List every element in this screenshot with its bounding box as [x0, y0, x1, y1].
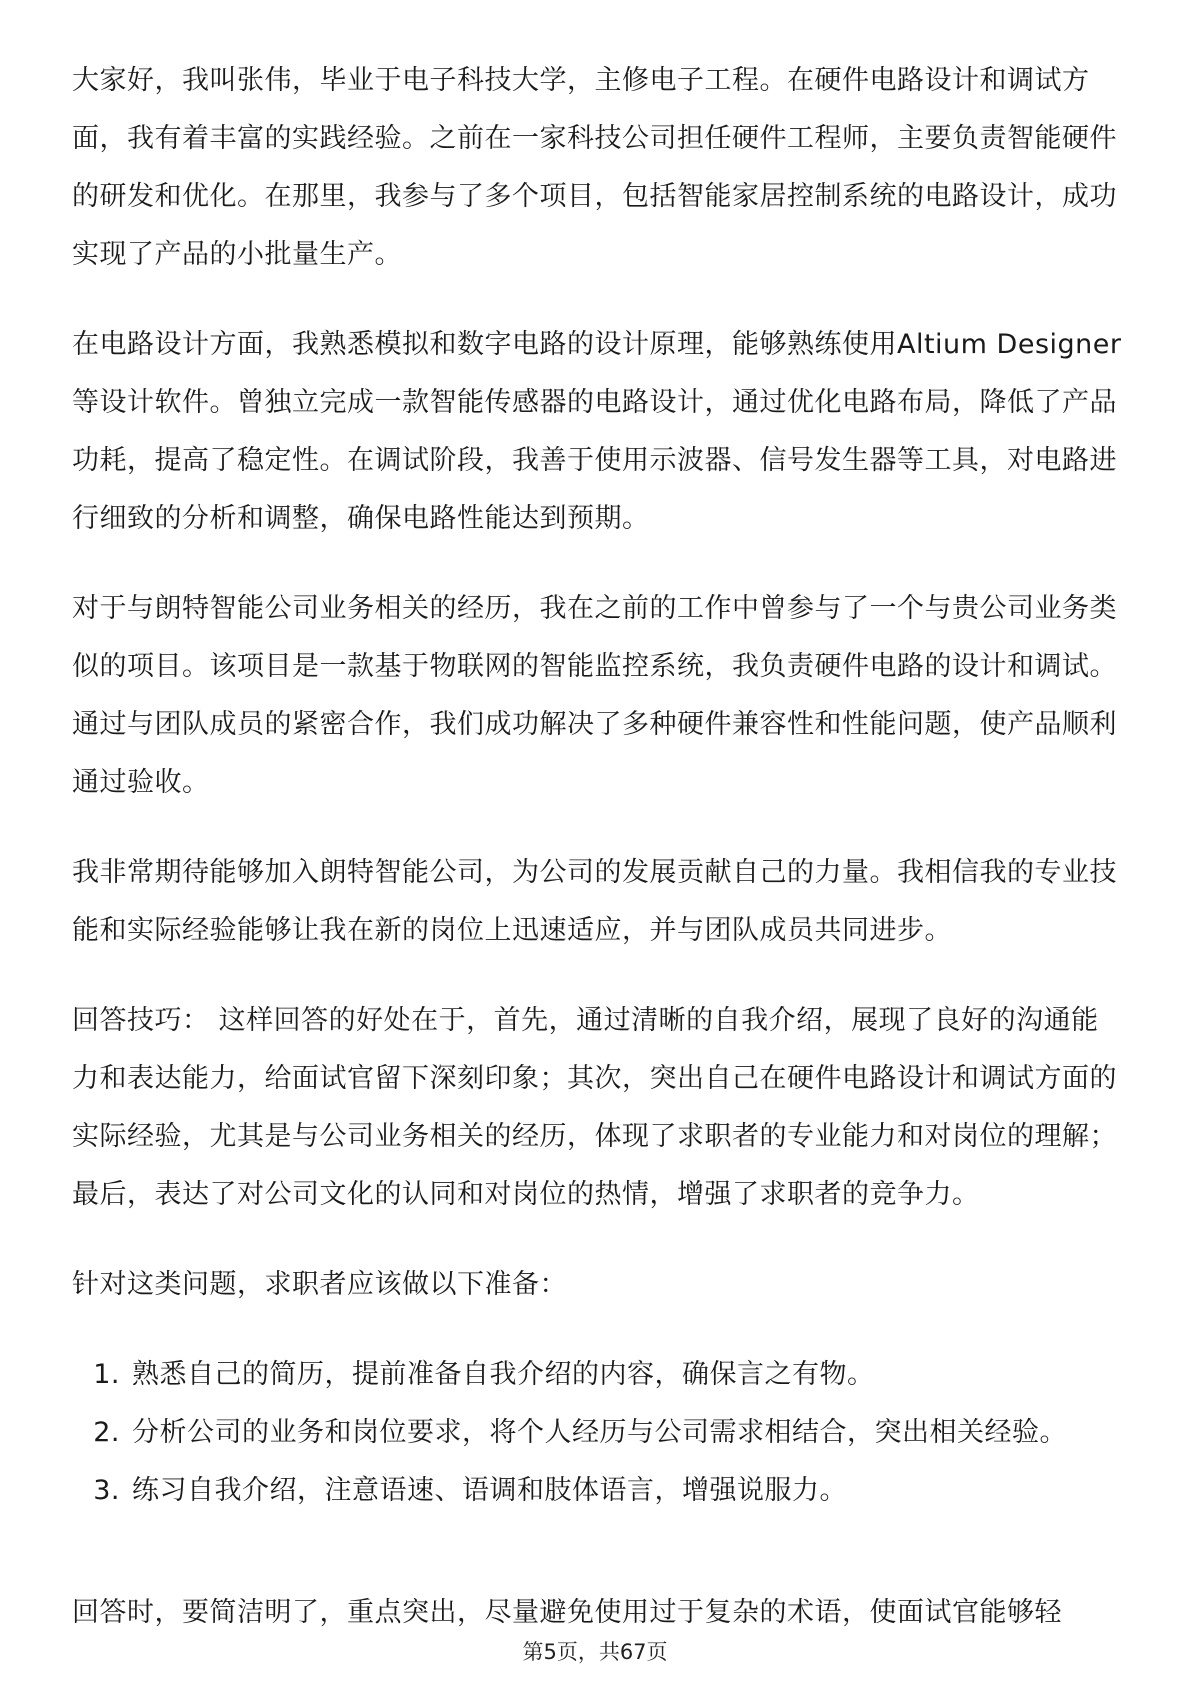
- document-body: [72, 52, 1122, 1552]
- list-item-number: 2.: [93, 1417, 120, 1448]
- list-item-text: 分析公司的业务和岗位要求，将个人经历与公司需求相结合，突出相关经验。: [132, 1417, 1067, 1448]
- paragraph-answer-tips: 回答技巧： 这样回答的好处在于，首先，通过清晰的自我介绍，展现了良好的沟通能力和表达能力，给面试官留下深刻印象；其次，突出自己在硬件电路设计和调试方面的实际经验，尤其是与公司业务相关的经历，体现了求职者的专业能力和对岗位的理解；最后，表达了对公司文化的认同和对岗位的热情，增强了求职者的竞争力。: [72, 1005, 1117, 1210]
- list-item-number: 1.: [93, 1359, 120, 1390]
- list-item: [72, 1346, 1122, 1404]
- list-item: [72, 1404, 1122, 1462]
- paragraph-preparation-intro: 针对这类问题，求职者应该做以下准备：: [72, 1269, 567, 1300]
- preparation-list: [72, 1346, 1122, 1520]
- list-item: [72, 1462, 1122, 1520]
- list-item-text: 练习自我介绍，注意语速、语调和肢体语言，增强说服力。: [132, 1475, 847, 1506]
- page-number-footer: 第5页，共67页: [522, 1640, 668, 1664]
- paragraph-related-experience: 对于与朗特智能公司业务相关的经历，我在之前的工作中曾参与了一个与贵公司业务类似的项目。该项目是一款基于物联网的智能监控系统，我负责硬件电路的设计和调试。通过与团队成员的紧密合作，我们成功解决了多种硬件兼容性和性能问题，使产品顺利通过验收。: [72, 593, 1117, 798]
- list-item-number: 3.: [93, 1475, 120, 1506]
- paragraph-intro: 大家好，我叫张伟，毕业于电子科技大学，主修电子工程。在硬件电路设计和调试方面，我有着丰富的实践经验。之前在一家科技公司担任硬件工程师，主要负责智能硬件的研发和优化。在那里，我参与了多个项目，包括智能家居控制系统的电路设计，成功实现了产品的小批量生产。: [72, 65, 1117, 270]
- paragraph-answer-advice: 回答时，要简洁明了，重点突出，尽量避免使用过于复杂的术语，使面试官能够轻: [72, 1597, 1062, 1628]
- paragraph-circuit-design: 在电路设计方面，我熟悉模拟和数字电路的设计原理，能够熟练使用Altium Designer等设计软件。曾独立完成一款智能传感器的电路设计，通过优化电路布局，降低了产品功耗，提高了稳定性。在调试阶段，我善于使用示波器、信号发生器等工具，对电路进行细致的分析和调整，确保电路性能达到预期。: [72, 329, 1122, 534]
- list-item-text: 熟悉自己的简历，提前准备自我介绍的内容，确保言之有物。: [132, 1359, 875, 1390]
- paragraph-expectation: 我非常期待能够加入朗特智能公司，为公司的发展贡献自己的力量。我相信我的专业技能和实际经验能够让我在新的岗位上迅速适应，并与团队成员共同进步。: [72, 857, 1117, 946]
